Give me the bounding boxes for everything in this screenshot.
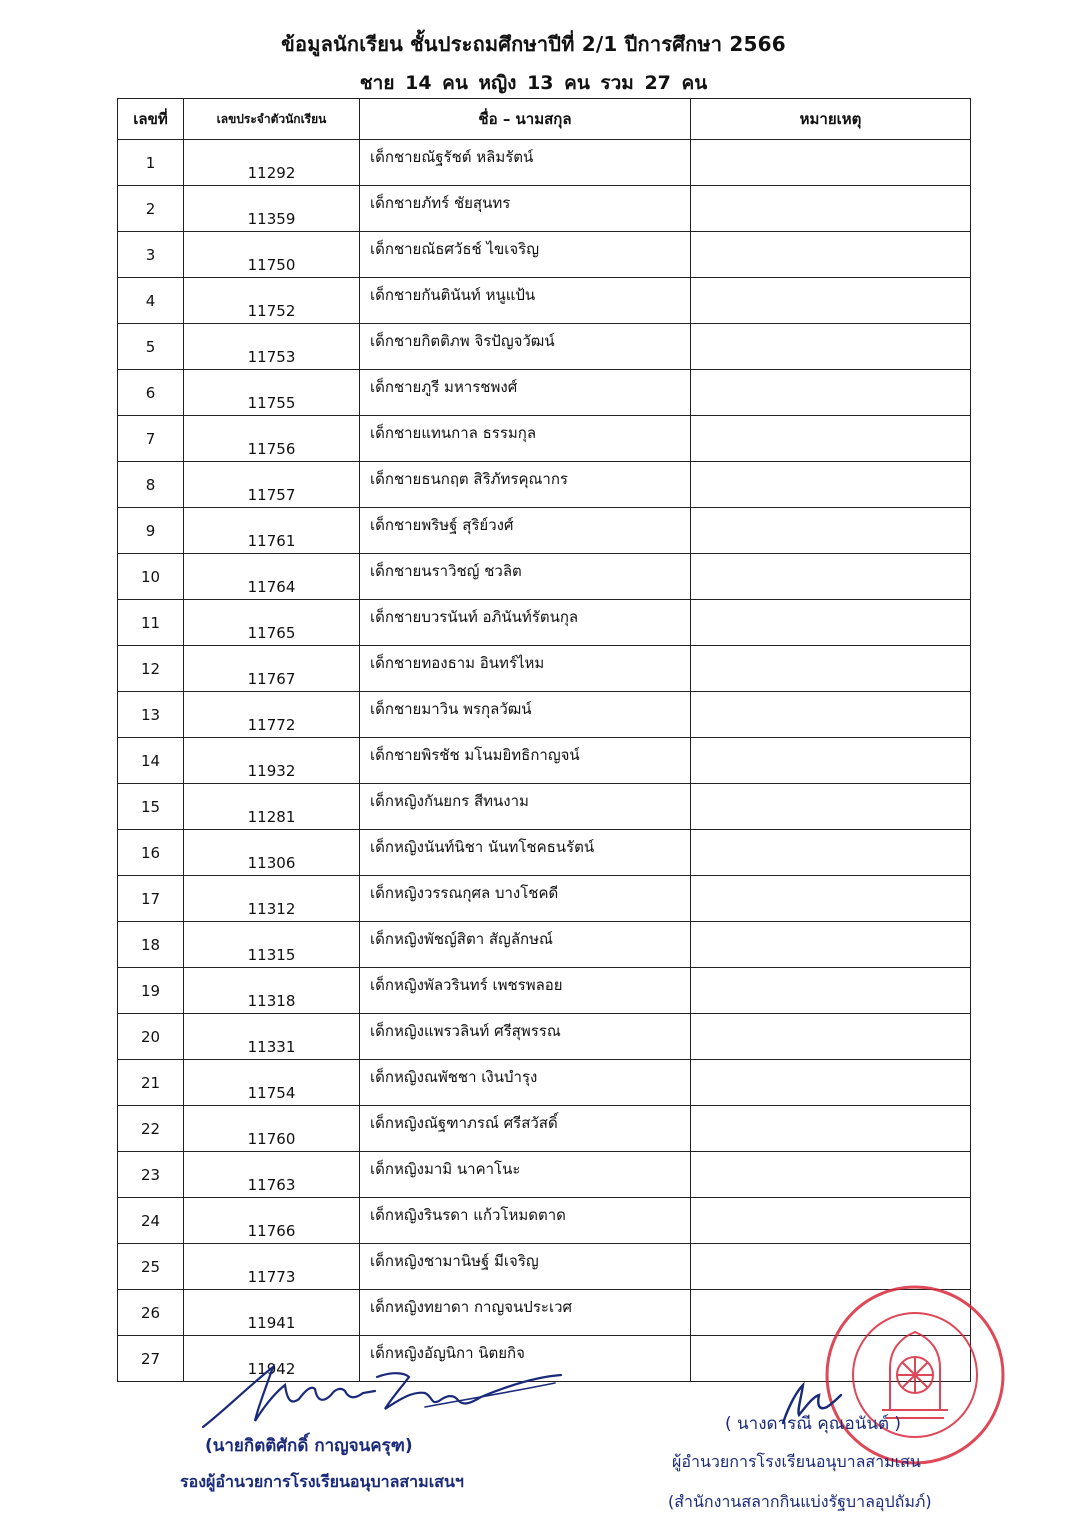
left-signatory-name: (นายกิตติศักดิ์ กาญจนครุฑ) bbox=[205, 1436, 413, 1456]
student-id-cell: 11942 bbox=[184, 1336, 360, 1382]
remark-cell bbox=[691, 1106, 971, 1152]
student-roster-table bbox=[117, 98, 971, 1382]
remark-cell bbox=[691, 600, 971, 646]
remark-cell bbox=[691, 692, 971, 738]
table-row bbox=[118, 462, 971, 508]
remark-cell bbox=[691, 1014, 971, 1060]
student-name-cell: เด็กชายทองธาม อินทร์ไหม bbox=[360, 646, 691, 692]
student-id-cell: 11761 bbox=[184, 508, 360, 554]
student-id-cell: 11331 bbox=[184, 1014, 360, 1060]
student-id-cell: 11754 bbox=[184, 1060, 360, 1106]
table-row bbox=[118, 1198, 971, 1244]
student-number-cell: 24 bbox=[118, 1198, 184, 1244]
student-name-cell: เด็กหญิงพัลวรินทร์ เพชรพลอย bbox=[360, 968, 691, 1014]
student-name-cell: เด็กชายมาวิน พรกุลวัฒน์ bbox=[360, 692, 691, 738]
student-number-cell: 27 bbox=[118, 1336, 184, 1382]
student-number-cell: 19 bbox=[118, 968, 184, 1014]
student-id-cell: 11755 bbox=[184, 370, 360, 416]
student-number-cell: 6 bbox=[118, 370, 184, 416]
left-signatory-title: รองผู้อำนวยการโรงเรียนอนุบาลสามเสนฯ bbox=[180, 1472, 464, 1491]
student-number-cell: 16 bbox=[118, 830, 184, 876]
student-number-cell: 13 bbox=[118, 692, 184, 738]
table-row bbox=[118, 1106, 971, 1152]
student-id-cell: 11772 bbox=[184, 692, 360, 738]
remark-cell bbox=[691, 1152, 971, 1198]
student-name-cell: เด็กชายนราวิชญ์ ชวลิต bbox=[360, 554, 691, 600]
student-id-cell: 11318 bbox=[184, 968, 360, 1014]
document-title: ข้อมูลนักเรียน ชั้นประถมศึกษาปีที่ 2/1 ปีการศึกษา 2566 bbox=[281, 32, 786, 56]
student-number-cell: 25 bbox=[118, 1244, 184, 1290]
student-name-cell: เด็กชายภูรี มหารชพงศ์ bbox=[360, 370, 691, 416]
student-number-cell: 5 bbox=[118, 324, 184, 370]
student-id-cell: 11763 bbox=[184, 1152, 360, 1198]
student-name-cell: เด็กชายแทนกาล ธรรมกุล bbox=[360, 416, 691, 462]
student-number-cell: 10 bbox=[118, 554, 184, 600]
student-name-cell: เด็กหญิงพัชญ์สิตา สัญลักษณ์ bbox=[360, 922, 691, 968]
student-name-cell: เด็กชายพริษฐ์ สุริย์วงศ์ bbox=[360, 508, 691, 554]
remark-cell bbox=[691, 1198, 971, 1244]
table-row bbox=[118, 232, 971, 278]
student-id-cell: 11764 bbox=[184, 554, 360, 600]
student-name-cell: เด็กชายณัธศวัธช์ ไขเจริญ bbox=[360, 232, 691, 278]
student-name-cell: เด็กหญิงชามานิษฐ์ มีเจริญ bbox=[360, 1244, 691, 1290]
table-body bbox=[118, 140, 971, 1382]
school-seal-stamp bbox=[820, 1280, 1010, 1470]
table-row bbox=[118, 416, 971, 462]
table-row bbox=[118, 140, 971, 186]
student-number-cell: 7 bbox=[118, 416, 184, 462]
remark-cell bbox=[691, 876, 971, 922]
student-name-cell: เด็กชายณัฐรัชต์ หลิมรัตน์ bbox=[360, 140, 691, 186]
remark-cell bbox=[691, 1060, 971, 1106]
right-signatory-title: ผู้อำนวยการโรงเรียนอนุบาลสามเสน bbox=[672, 1452, 921, 1471]
student-name-cell: เด็กชายกันตินันท์ หนูแป้น bbox=[360, 278, 691, 324]
student-number-cell: 2 bbox=[118, 186, 184, 232]
table-row bbox=[118, 830, 971, 876]
student-number-cell: 18 bbox=[118, 922, 184, 968]
column-header-student-id: เลขประจำตัวนักเรียน bbox=[184, 99, 360, 140]
student-number-cell: 20 bbox=[118, 1014, 184, 1060]
student-number-cell: 14 bbox=[118, 738, 184, 784]
student-name-cell: เด็กชายภัทร์ ชัยสุนทร bbox=[360, 186, 691, 232]
remark-cell bbox=[691, 784, 971, 830]
remark-cell bbox=[691, 324, 971, 370]
student-id-cell: 11752 bbox=[184, 278, 360, 324]
table-row bbox=[118, 692, 971, 738]
student-number-cell: 11 bbox=[118, 600, 184, 646]
student-number-cell: 4 bbox=[118, 278, 184, 324]
student-name-cell: เด็กหญิงณพัชชา เงินบำรุง bbox=[360, 1060, 691, 1106]
student-id-cell: 11312 bbox=[184, 876, 360, 922]
student-id-cell: 11773 bbox=[184, 1244, 360, 1290]
student-number-cell: 8 bbox=[118, 462, 184, 508]
student-number-cell: 3 bbox=[118, 232, 184, 278]
table-row bbox=[118, 186, 971, 232]
remark-cell bbox=[691, 922, 971, 968]
student-name-cell: เด็กหญิงมามิ นาคาโนะ bbox=[360, 1152, 691, 1198]
remark-cell bbox=[691, 232, 971, 278]
table-row bbox=[118, 600, 971, 646]
remark-cell bbox=[691, 646, 971, 692]
table-row bbox=[118, 508, 971, 554]
table-row bbox=[118, 324, 971, 370]
student-number-cell: 17 bbox=[118, 876, 184, 922]
student-id-cell: 11757 bbox=[184, 462, 360, 508]
table-row bbox=[118, 1152, 971, 1198]
student-number-cell: 23 bbox=[118, 1152, 184, 1198]
student-name-cell: เด็กชายธนกฤต สิริภัทรคุณากร bbox=[360, 462, 691, 508]
student-count-summary: ชาย 14 คน หญิง 13 คน รวม 27 คน bbox=[359, 72, 708, 94]
right-signatory-organization: (สำนักงานสลากกินแบ่งรัฐบาลอุปถัมภ์) bbox=[668, 1492, 932, 1511]
student-name-cell: เด็กหญิงกันยกร สีทนงาม bbox=[360, 784, 691, 830]
remark-cell bbox=[691, 186, 971, 232]
remark-cell bbox=[691, 462, 971, 508]
table-row bbox=[118, 646, 971, 692]
right-signatory-name: ( นางดารณี คุณอนันต์ ) bbox=[725, 1414, 902, 1434]
remark-cell bbox=[691, 416, 971, 462]
student-id-cell: 11760 bbox=[184, 1106, 360, 1152]
student-name-cell: เด็กหญิงณัฐฑาภรณ์ ศรีสวัสดิ์ bbox=[360, 1106, 691, 1152]
student-name-cell: เด็กชายกิตติภพ จิรปัญจวัฒน์ bbox=[360, 324, 691, 370]
student-id-cell: 11941 bbox=[184, 1290, 360, 1336]
student-id-cell: 11766 bbox=[184, 1198, 360, 1244]
student-number-cell: 1 bbox=[118, 140, 184, 186]
student-name-cell: เด็กหญิงนันท์นิชา นันทโชคธนรัตน์ bbox=[360, 830, 691, 876]
table-row bbox=[118, 278, 971, 324]
student-id-cell: 11306 bbox=[184, 830, 360, 876]
student-name-cell: เด็กหญิงอัญนิกา นิตยกิจ bbox=[360, 1336, 691, 1382]
table-row bbox=[118, 554, 971, 600]
student-name-cell: เด็กหญิงทยาดา กาญจนประเวศ bbox=[360, 1290, 691, 1336]
table-header-row bbox=[118, 99, 971, 140]
remark-cell bbox=[691, 508, 971, 554]
student-id-cell: 11767 bbox=[184, 646, 360, 692]
student-id-cell: 11932 bbox=[184, 738, 360, 784]
student-number-cell: 26 bbox=[118, 1290, 184, 1336]
student-number-cell: 15 bbox=[118, 784, 184, 830]
column-header-name: ชื่อ – นามสกุล bbox=[360, 99, 691, 140]
table-row bbox=[118, 370, 971, 416]
student-id-cell: 11292 bbox=[184, 140, 360, 186]
table-row bbox=[118, 968, 971, 1014]
signature-left-image bbox=[195, 1355, 565, 1435]
remark-cell bbox=[691, 140, 971, 186]
student-id-cell: 11281 bbox=[184, 784, 360, 830]
table-row bbox=[118, 922, 971, 968]
student-name-cell: เด็กหญิงแพรวลินท์ ศรีสุพรรณ bbox=[360, 1014, 691, 1060]
student-name-cell: เด็กชายพิรชัช มโนมยิทธิกาญจน์ bbox=[360, 738, 691, 784]
remark-cell bbox=[691, 830, 971, 876]
table-row bbox=[118, 784, 971, 830]
student-name-cell: เด็กหญิงวรรณกุศล บางโชคดี bbox=[360, 876, 691, 922]
student-name-cell: เด็กหญิงรินรดา แก้วโหมดตาด bbox=[360, 1198, 691, 1244]
student-number-cell: 22 bbox=[118, 1106, 184, 1152]
student-number-cell: 12 bbox=[118, 646, 184, 692]
table-row bbox=[118, 876, 971, 922]
student-name-cell: เด็กชายบวรนันท์ อภินันท์รัตนกุล bbox=[360, 600, 691, 646]
table-row bbox=[118, 738, 971, 784]
table-row bbox=[118, 1014, 971, 1060]
column-header-number: เลขที่ bbox=[118, 99, 184, 140]
table-row bbox=[118, 1060, 971, 1106]
remark-cell bbox=[691, 968, 971, 1014]
remark-cell bbox=[691, 738, 971, 784]
remark-cell bbox=[691, 554, 971, 600]
column-header-remark: หมายเหตุ bbox=[691, 99, 971, 140]
student-id-cell: 11765 bbox=[184, 600, 360, 646]
remark-cell bbox=[691, 278, 971, 324]
remark-cell bbox=[691, 370, 971, 416]
student-number-cell: 9 bbox=[118, 508, 184, 554]
student-id-cell: 11359 bbox=[184, 186, 360, 232]
student-id-cell: 11756 bbox=[184, 416, 360, 462]
student-id-cell: 11753 bbox=[184, 324, 360, 370]
student-id-cell: 11315 bbox=[184, 922, 360, 968]
student-number-cell: 21 bbox=[118, 1060, 184, 1106]
student-id-cell: 11750 bbox=[184, 232, 360, 278]
